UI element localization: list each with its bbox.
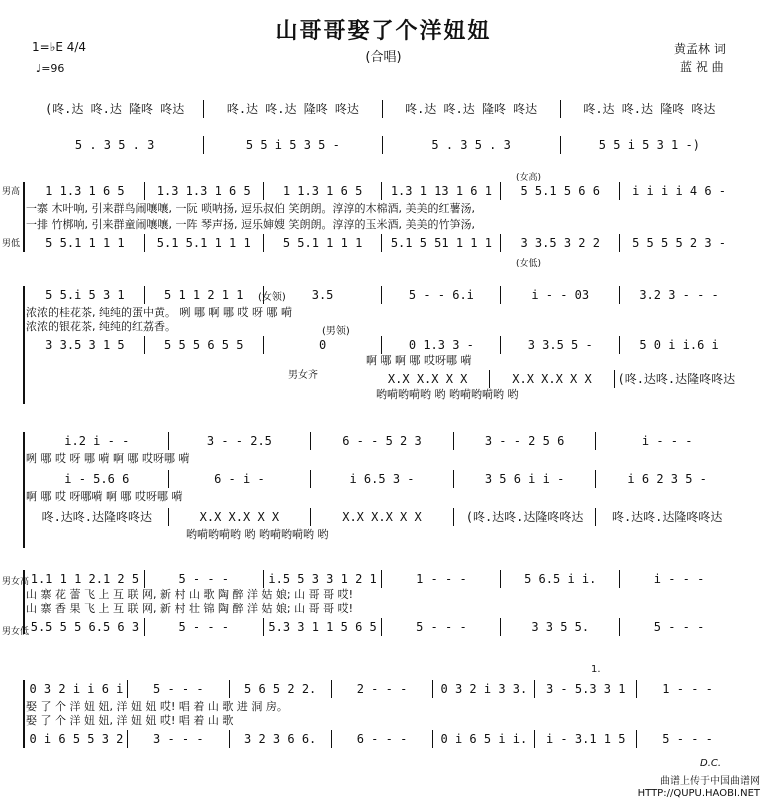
lyric-line-1: 咧 哪 哎 呀 哪 嗬 啊 哪 哎呀哪 嗬 — [26, 452, 190, 465]
system-4 — [26, 282, 738, 408]
measure: 5 - - - — [653, 620, 705, 634]
measure: 3 3.5 3 1 5 — [26, 336, 145, 354]
measure: i - - - — [653, 572, 705, 586]
percussion-row — [366, 370, 738, 388]
measure: 5 1 1 2 1 1 — [145, 286, 264, 304]
upper-row — [26, 286, 738, 304]
upper-row — [26, 570, 738, 588]
measure: 5 5 5 5 2 3 - — [632, 236, 727, 250]
voice-label-mixed-low: 男女低 — [2, 627, 30, 637]
measure: 1 1.3 1 6 5 — [26, 182, 145, 200]
measure: 5 - - - — [145, 618, 264, 636]
measure: 3 3.5 3 2 2 — [501, 234, 620, 252]
voice-label-female-low: (女低) — [516, 259, 542, 269]
lyric-line-2: 啊 哪 哎 呀哪嗬 啊 哪 哎呀哪 嗬 — [26, 490, 183, 503]
measure: X.X X.X X X — [169, 508, 312, 526]
measure: 1 1.3 1 6 5 — [264, 182, 383, 200]
measure: 0 1.3 3 - — [382, 336, 501, 354]
measure: 咚.达咚.达隆咚咚达 — [26, 508, 169, 526]
composer-credit: 蓝 祝 曲 — [680, 60, 724, 74]
measure: i - 5.6 6 — [26, 470, 169, 488]
measure: 咚.达 咚.达 隆咚 咚达 — [583, 102, 716, 116]
voice-label-female-high: (女高) — [516, 173, 542, 183]
measure: 5.1 5.1 1 1 1 — [145, 234, 264, 252]
lyric-line-2: 山 寨 香 果 飞 上 互 联 网, 新 村 壮 锦 陶 醉 洋 姑 娘; 山 哥 哥 哎! — [26, 602, 354, 615]
measure: 0 — [264, 336, 383, 354]
measure: 5 - - - — [382, 618, 501, 636]
measure: 咚.达 咚.达 隆咚 咚达 — [383, 100, 561, 118]
system-verse — [2, 172, 738, 269]
lyric-line-2: 浓浓的银花茶, 纯纯的红荔香。 — [26, 320, 176, 333]
measure: 3 3.5 5 - — [501, 336, 620, 354]
measure: (咚.达 咚.达 隆咚 咚达 — [26, 100, 204, 118]
measure: 3 3 5 5. — [501, 618, 620, 636]
measure: 5 - - - — [662, 732, 713, 746]
lyric-line-1: 娶 了 个 洋 妞 妞, 洋 妞 妞 哎! 唱 着 山 歌 进 洞 房。 — [26, 700, 288, 713]
measure: 3 - - 2.5 — [169, 432, 312, 450]
song-title: 山哥哥娶了个洋妞妞 — [275, 19, 492, 44]
lower-row — [26, 336, 738, 354]
measure: 3 - 5.3 3 1 — [535, 680, 637, 698]
source-watermark — [560, 776, 760, 800]
measure: 2 - - - — [332, 680, 434, 698]
measure: 5.5 5 5 6.5 6 3 — [26, 618, 145, 636]
percussion-lyric: 哟嗬哟嗬哟 哟 哟嗬哟嗬哟 哟 — [186, 528, 329, 541]
upper-row — [26, 680, 738, 698]
lyric-line-2: 娶 了 个 洋 妞 妞, 洋 妞 妞 哎! 唱 着 山 歌 — [26, 714, 234, 727]
lyric-line-1: 浓浓的桂花茶, 纯纯的蛋中黄。 咧 哪 啊 哪 哎 呀 哪 嗬 — [26, 306, 292, 319]
system-7 — [26, 664, 738, 752]
measure: 5 6 5 2 2. — [230, 680, 332, 698]
watermark-line-1: 曲谱上传于中国曲谱网 — [660, 776, 760, 787]
measure: 5 5.1 1 1 1 — [264, 234, 383, 252]
middle-row — [26, 470, 738, 488]
measure: 5 5 i 5 3 5 - — [204, 136, 382, 154]
voice-label-male-high: 男高 — [2, 187, 21, 197]
system-6 — [2, 566, 738, 638]
measure: 5 - - - — [128, 680, 230, 698]
measure: 0 3 2 i i 6 i — [26, 680, 128, 698]
tempo-marking: ♩=96 — [36, 62, 65, 75]
measure: i i i i 4 6 - — [632, 184, 727, 198]
measure: 5 0 i i.6 i — [639, 338, 719, 352]
upper-row — [26, 432, 738, 450]
song-subtitle: (合唱) — [365, 50, 402, 65]
measure: 0 i 6 5 5 3 2 — [26, 730, 128, 748]
watermark-line-2: HTTP://QUPU.HAOBI.NET — [637, 788, 760, 799]
voice-label-male-low: 男低 — [2, 239, 21, 249]
lyric-line-2: 一排 竹梆响, 引来群童闹嚷嚷, 一阵 琴声扬, 逗乐婶嫂 笑朗朗。淳淳的玉米酒, 美美的竹笋汤, — [26, 218, 475, 231]
measure: 5 5.1 5 6 6 — [501, 182, 620, 200]
percussion-row — [26, 100, 738, 118]
melody-row — [26, 136, 738, 154]
voice-label-mixed: 男女齐 — [288, 370, 318, 381]
measure: 咚.达咚.达隆咚咚达 — [611, 510, 723, 524]
measure: (咚.达咚.达隆咚咚达 — [454, 508, 597, 526]
measure: 0 3 2 i 3 3. — [433, 680, 535, 698]
measure: 1.3 1 13 1 6 1 — [382, 182, 501, 200]
lyric-line-1: 一寨 木叶响, 引来群鸟闹嚷嚷, 一阮 唢呐扬, 逗乐叔伯 笑朗朗。淳淳的木棉酒, 美美的红薯汤, — [26, 202, 475, 215]
measure: 1.1 1 1 2.1 2 5 — [26, 570, 145, 588]
measure: X.X X.X X X — [366, 370, 490, 388]
measure: 0 i 6 5 i i. — [433, 730, 535, 748]
male-low-row — [26, 234, 738, 252]
measure: 3.2 3 - - - — [639, 288, 719, 302]
measure: 5 5.i 5 3 1 — [26, 286, 145, 304]
voice-label-male-lead: (男领) — [322, 326, 350, 337]
measure: 5 5.1 1 1 1 — [26, 234, 145, 252]
measure: 1 - - - — [382, 570, 501, 588]
lyric-line-3: 啊 哪 啊 哪 哎呀哪 嗬 — [366, 354, 472, 367]
measure: 5 - - - — [145, 570, 264, 588]
measure: i 6.5 3 - — [311, 470, 454, 488]
measure: 6 - - 5 2 3 — [311, 432, 454, 450]
lower-row — [26, 618, 738, 636]
measure: 3 5 6 i i - — [454, 470, 597, 488]
measure: 6 - i - — [169, 470, 312, 488]
lower-row — [26, 730, 738, 748]
measure: i.2 i - - — [26, 432, 169, 450]
measure: 5.1 5 51 1 1 1 — [382, 234, 501, 252]
measure: 5 - - 6.i — [382, 286, 501, 304]
measure: i - 3.1 1 5 — [535, 730, 637, 748]
measure: 3 - - - — [128, 730, 230, 748]
measure: 5 . 3 5 . 3 — [26, 136, 204, 154]
measure: 5 5 5 6 5 5 — [145, 336, 264, 354]
lyricist-credit: 黄孟林 词 — [674, 42, 726, 56]
system-intro-melody — [26, 136, 738, 158]
key-signature: 1=♭E 4/4 — [32, 40, 87, 54]
measure: 3 - - 2 5 6 — [454, 432, 597, 450]
percussion-lyric: 哟嗬哟嗬哟 哟 哟嗬哟嗬哟 哟 — [376, 388, 519, 401]
percussion-row — [26, 508, 738, 526]
voice-label-mixed-high: 男女高 — [2, 577, 30, 587]
measure: i.5 5 3 3 1 2 1 — [264, 570, 383, 588]
volta-bracket: 1. — [591, 664, 601, 675]
male-high-row — [26, 182, 738, 200]
measure: X.X X.X X X — [490, 370, 614, 388]
measure: 咚.达 咚.达 隆咚 咚达 — [204, 100, 382, 118]
measure: X.X X.X X X — [311, 508, 454, 526]
voice-label-female-lead: (女领) — [258, 292, 286, 303]
measure: 3 2 3 6 6. — [230, 730, 332, 748]
measure: i - - - — [641, 434, 693, 448]
measure: 5 5 i 5 3 1 -) — [598, 138, 700, 152]
measure: 3.5 — [264, 286, 383, 304]
measure: 1 - - - — [662, 682, 713, 696]
measure: i 6 2 3 5 - — [627, 472, 707, 486]
measure: 5 . 3 5 . 3 — [383, 136, 561, 154]
measure: 1.3 1.3 1 6 5 — [145, 182, 264, 200]
measure: 5 6.5 i i. — [501, 570, 620, 588]
measure: 5.3 3 1 1 5 6 5 — [264, 618, 383, 636]
da-capo-marking: D.C. — [700, 758, 722, 769]
measure: 6 - - - — [332, 730, 434, 748]
system-intro-percussion — [26, 100, 738, 122]
system-5 — [26, 428, 738, 552]
measure: (咚.达咚.达隆咚咚达 — [617, 372, 736, 386]
lyric-line-1: 山 寨 花 蕾 飞 上 互 联 网, 新 村 山 歌 陶 醉 洋 姑 娘; 山 哥 哥 哎! — [26, 588, 354, 601]
measure: i - - 03 — [501, 286, 620, 304]
